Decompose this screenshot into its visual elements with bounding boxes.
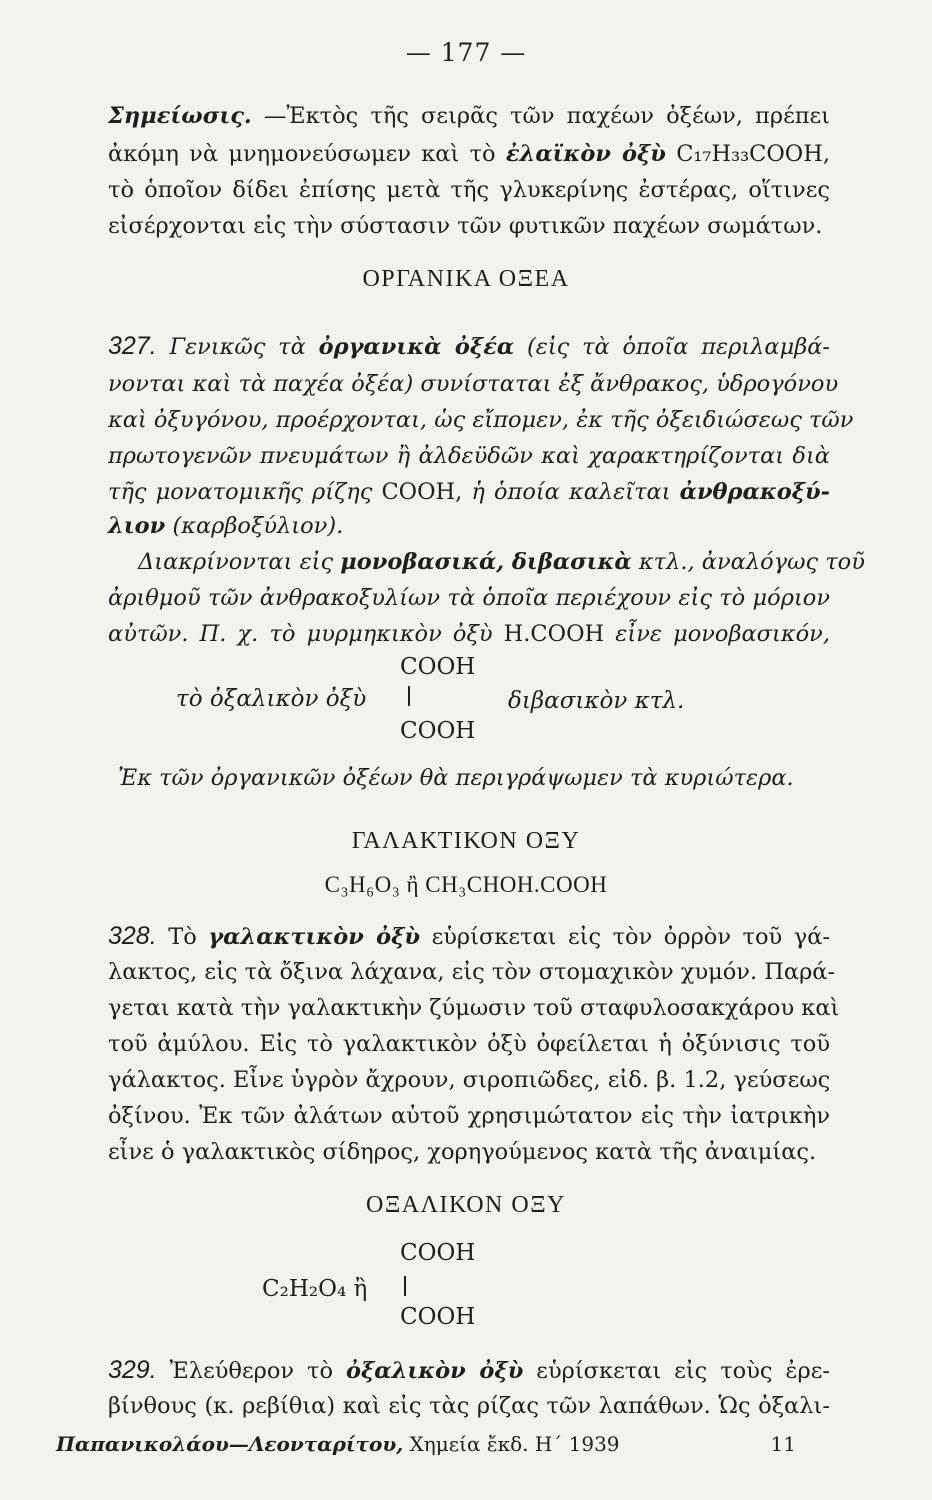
note-line-4: εἰσέρχονται εἰς τὴν σύστασιν τῶν φυτικῶν παχέων σωμάτων. [108, 213, 823, 239]
oxalic-cooh-top: COOH [400, 654, 476, 680]
sec327-p2-line-2: ἀριθμοῦ τῶν ἀνθρακοξυλίων τὰ ὁποῖα περιέχουν εἰς τὸ μόριον [108, 585, 830, 611]
sec327-p2-line-1 [138, 546, 865, 578]
oxalic2-cooh-top: COOH [400, 1240, 476, 1266]
sec327-line-6 [108, 510, 830, 542]
sec327-closing: Ἐκ τῶν ὀργανικῶν ὀξέων θὰ περιγράψωμεν τὰ κυριώτερα. [118, 765, 794, 791]
sec329-line-1 [108, 1354, 830, 1387]
oxalic2-formula: C₂H₂O₄ ἢ [262, 1276, 368, 1302]
sec327-p2-line-3 [108, 618, 830, 650]
lactic-acid-term: γαλακτικὸν ὀξὺ [208, 924, 421, 950]
section-number: 328. [108, 922, 157, 950]
sec-text: Ἐλεύθερον τὸ [156, 1358, 346, 1384]
sec-text: Τὸ [156, 924, 209, 950]
lactic-formula: C₃H₆O₃ ἢ CH₃CHOH.COOH [324, 872, 608, 897]
sec-text: αὐτῶν. Π. χ. τὸ μυρμηκικὸν ὀξὺ [108, 621, 504, 647]
sec328-line-3: γεται κατὰ τὴν γαλακτικὴν ζύμωσιν τοῦ σταφυλοσακχάρου καὶ [108, 995, 840, 1021]
heading-organic-acids: ΟΡΓΑΝΙΚΑ ΟΞΕΑ [362, 266, 570, 292]
carboxyl-term: ἀνθρακοξύ- [679, 479, 830, 505]
sec327-line-4: πρωτογενῶν πνευμάτων ἢ ἀλδεϋδῶν καὶ χαρακτηρίζονται διὰ [108, 443, 830, 469]
sec328-line-7: εἶνε ὁ γαλακτικὸς σίδηρος, χορηγούμενος κατὰ τῆς ἀναιμίας. [108, 1139, 817, 1165]
sec328-line-4: τοῦ ἀμύλου. Εἰς τὸ γαλακτικὸν ὀξὺ ὀφείλεται ἡ ὀξύνισις τοῦ [108, 1031, 830, 1057]
section-number: 329. [108, 1356, 157, 1384]
sec328-line-6: ὀξίνου. Ἐκ τῶν ἀλάτων αὐτοῦ χρησιμώτατον εἰς τὴν ἰατρικὴν [108, 1103, 830, 1129]
sec-text: κτλ., ἀναλόγως τοῦ [631, 549, 865, 575]
sec-text: τῆς μονατομικῆς ρίζης [108, 479, 382, 505]
sec327-line-5 [108, 476, 830, 508]
sec328-line-1 [108, 920, 830, 953]
carboxyl-formula: COOH, [381, 479, 463, 505]
heading-lactic-acid: ΓΑΛΑΚΤΙΚΟΝ ΟΞΥ [351, 828, 581, 854]
formic-formula: H.COOH [503, 621, 605, 647]
sec-text: εἶνε μονοβασικόν, [604, 621, 830, 647]
note-line-1 [108, 100, 830, 132]
note-text: ἀκόμη νὰ μνημονεύσωμεν καὶ τὸ [108, 141, 506, 167]
elaic-acid-term: ἐλαϊκὸν ὀξὺ [505, 141, 666, 167]
footer-authors: Παπανικολάου—Λεονταρίτου, [56, 1432, 404, 1456]
carboxyl-term-end: λιον [108, 513, 166, 539]
basicity-terms: μονοβασικά, διβασικὰ [340, 549, 632, 575]
sec-text: Διακρίνονται εἰς [138, 549, 341, 575]
sec327-line-2: νονται καὶ τὰ παχέα ὀξέα) συνίσταται ἐξ ἄνθρακος, ὑδρογόνου [108, 371, 839, 397]
sec-text: (καρβοξύλιον). [165, 513, 344, 539]
sec329-line-2: βίνθους (κ. ρεβίθια) καὶ εἰς τὰς ρίζας τῶν λαπάθων. Ὡς ὀξαλι- [108, 1393, 830, 1419]
note-line-2 [108, 138, 830, 170]
sec328-line-5: γάλακτος. Εἶνε ὑγρὸν ἄχρουν, σιροπιῶδες, εἰδ. β. 1.2, γεύσεως [108, 1067, 831, 1093]
sec-text: ἡ ὁποία καλεῖται [462, 479, 680, 505]
bond-line [408, 686, 410, 712]
sec327-line-3: καὶ ὀξυγόνου, προέρχονται, ὡς εἴπομεν, ἐκ τῆς ὀξειδιώσεως τῶν [108, 407, 854, 433]
organic-acids-term: ὀργανικὰ ὀξέα [318, 334, 515, 360]
note-text: —Ἐκτὸς τῆς σειρᾶς τῶν παχέων ὀξέων, πρέπει [251, 103, 830, 129]
footer-title: Χημεία ἔκδ. Η΄ 1939 [403, 1432, 620, 1456]
oxalic-acid-term: ὀξαλικὸν ὀξὺ [345, 1358, 524, 1384]
sec-text: Γενικῶς τὰ [156, 334, 319, 360]
page-footer [56, 1432, 796, 1456]
note-line-3: τὸ ὁποῖον δίδει ἐπίσης μετὰ τῆς γλυκερίνης ἐστέρας, οἵτινες [108, 177, 830, 203]
sec328-line-2: λακτος, εἰς τὰ ὄξινα λάχανα, εἰς τὸν στομαχικὸν χυμόν. Παρά- [108, 959, 836, 985]
oxalic-label: τὸ ὀξαλικὸν ὀξὺ [176, 686, 367, 712]
oxalic2-cooh-bottom: COOH [400, 1304, 476, 1330]
sec-text: εὑρίσκεται εἰς τοὺς ἐρε- [523, 1358, 830, 1384]
note-label: Σημείωσις. [108, 103, 252, 129]
section-number: 327. [108, 332, 157, 360]
oxalic-cooh-bottom: COOH [400, 718, 476, 744]
sec-text: (εἰς τὰ ὁποῖα περιλαμβά- [514, 334, 830, 360]
footer-sheet-number: 11 [770, 1432, 796, 1456]
sec327-line-1 [108, 330, 830, 363]
elaic-formula: C₁₇H₃₃COOH, [676, 141, 830, 167]
bond-line [404, 1276, 406, 1302]
heading-oxalic-acid: ΟΞΑΛΙΚΟΝ ΟΞΥ [366, 1192, 566, 1218]
sec-text: εὑρίσκεται εἰς τὸν ὀρρὸν τοῦ γά- [420, 924, 830, 950]
dibasic-label: διβασικὸν κτλ. [508, 688, 685, 714]
page-number: — 177 — [405, 38, 527, 67]
